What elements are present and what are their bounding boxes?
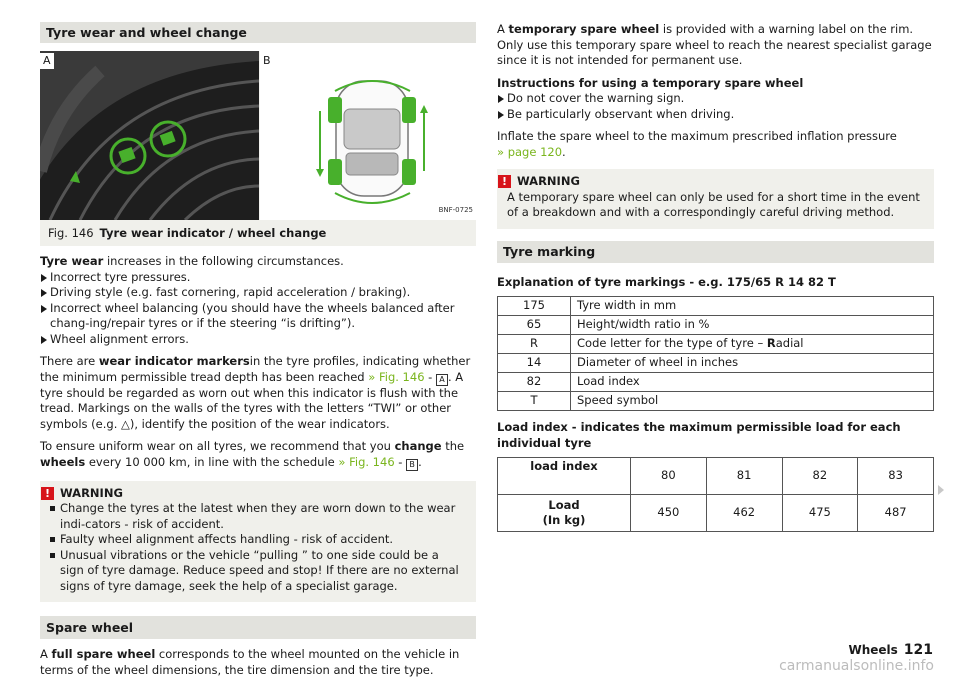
marking-description	[571, 316, 934, 335]
text: Tyre width in mm	[577, 298, 677, 313]
figure-code: BNF-0725	[438, 205, 473, 214]
figure-caption	[40, 220, 476, 246]
text: Speed symbol	[577, 393, 659, 408]
temporary-spare-term: temporary spare wheel	[508, 22, 660, 36]
wheels-term: wheels	[40, 454, 86, 469]
table-row	[498, 373, 934, 392]
load-kg-header	[498, 495, 631, 532]
table-row	[498, 458, 934, 495]
car-top-view-illustration	[260, 51, 476, 220]
figure-146	[40, 51, 476, 220]
list-item: Change the tyres at the latest when they are worn down to the wear indi-cators - risk of accident.	[50, 501, 466, 532]
marking-description	[571, 354, 934, 373]
table-row	[498, 316, 934, 335]
page-footer	[848, 643, 933, 659]
wear-indicator-paragraph	[40, 354, 476, 432]
list-item: Incorrect tyre pressures.	[40, 270, 476, 286]
figure-caption-text: Tyre wear indicator / wheel change	[99, 226, 327, 240]
text: -	[424, 369, 436, 384]
load-unit-label: (In kg)	[542, 513, 586, 527]
marking-code: 65	[498, 316, 571, 335]
marking-description	[571, 392, 934, 411]
page-120-link[interactable]: » page 120	[497, 144, 563, 159]
table-cell: 83	[858, 458, 934, 495]
marking-code: 82	[498, 373, 571, 392]
table-row	[498, 495, 934, 532]
list-item: Wheel alignment errors.	[40, 332, 476, 348]
load-index-title: Load index - indicates the maximum permissible load for each individual tyre	[497, 420, 901, 450]
tyre-marking-table	[497, 296, 934, 411]
text: .	[562, 144, 566, 159]
marking-code: 14	[498, 354, 571, 373]
warning-icon: !	[498, 175, 511, 188]
text: To ensure uniform wear on all tyres, we recommend that you	[40, 439, 395, 453]
watermark: carmanualsonline.info	[779, 658, 934, 674]
fig-146-link[interactable]: » Fig. 146	[368, 369, 425, 384]
warning-title	[497, 174, 924, 190]
text: adial	[775, 336, 804, 351]
explain-title: Explanation of tyre markings - e.g. 175/65 R 14 82 T	[497, 274, 836, 289]
text: -	[394, 454, 407, 469]
section-title-spare-wheel: Spare wheel	[40, 616, 476, 639]
temporary-spare-paragraph	[497, 22, 934, 69]
wear-indicator-term: wear indicator markers	[98, 354, 250, 368]
list-item: Driving style (e.g. fast cornering, rapid acceleration / braking).	[40, 285, 476, 301]
table-row	[498, 354, 934, 373]
figure-ref-b: B	[406, 459, 418, 471]
marking-code: T	[498, 392, 571, 411]
marking-description	[571, 373, 934, 392]
instructions-title: Instructions for using a temporary spare wheel	[497, 75, 804, 90]
tyre-wear-intro	[40, 254, 476, 270]
inflate-paragraph	[497, 129, 934, 160]
continue-arrow-icon	[938, 485, 944, 495]
text: Inflate the spare wheel to the maximum prescribed inflation pressure	[497, 129, 897, 143]
figure-ref-a: A	[436, 374, 448, 386]
table-cell: 462	[706, 495, 782, 532]
load-index-table	[497, 457, 934, 532]
list-item: Unusual vibrations or the vehicle “pulling ” to one side could be a sign of tyre damage. Reduce speed and stop! If there are no external signs of tyre damage, seek the help of a specialist garage.	[50, 548, 466, 595]
text: Height/width ratio in %	[577, 317, 710, 332]
text: in the tyre profiles, indicating whether the minimum permissible tread depth has been reached	[40, 354, 471, 384]
table-cell: 487	[858, 495, 934, 532]
tyre-tread-illustration	[40, 51, 259, 220]
load-index-header: load index	[498, 458, 631, 495]
full-spare-term: full spare wheel	[51, 647, 156, 661]
warning-box	[497, 169, 934, 229]
table-cell: 450	[631, 495, 707, 532]
tyre-wear-text: increases in the following circumstances.	[103, 254, 344, 268]
text: the	[441, 439, 465, 453]
marking-description	[571, 335, 934, 354]
section-title-tyre-wear: Tyre wear and wheel change	[40, 22, 476, 43]
figure-label-b: B	[260, 53, 274, 69]
text: .	[418, 454, 422, 469]
change-term: change	[394, 439, 442, 453]
text: . A tyre should be regarded as worn out when this indicator is flush with the tread. Markings on the walls of the tyres with the letters “TWI” or other symbols (e.g. △), identify the position of the wear indicators.	[40, 369, 464, 431]
spare-wheel-paragraph	[40, 647, 476, 678]
warning-title-text: WARNING	[60, 485, 123, 500]
table-row	[498, 335, 934, 354]
table-cell: 81	[706, 458, 782, 495]
bold-letter: R	[766, 336, 776, 351]
warning-box	[40, 481, 476, 603]
figure-label-a: A	[40, 53, 54, 69]
figure-number: Fig. 146	[48, 226, 94, 240]
list-item: Incorrect wheel balancing (you should have the wheels balanced after chang-ing/repair tyres or if the steering “is drifting”).	[40, 301, 476, 332]
table-row	[498, 297, 934, 316]
tyre-wear-lead: Tyre wear	[40, 254, 104, 268]
section-title-tyre-marking: Tyre marking	[497, 241, 934, 263]
figure-tyre-tread-image	[40, 51, 259, 220]
text: A	[40, 647, 52, 661]
text: Load index	[577, 374, 640, 389]
page-number: 121	[903, 642, 933, 658]
table-row	[498, 392, 934, 411]
warning-icon: !	[41, 487, 54, 500]
text: A	[497, 22, 509, 36]
warning-title-text: WARNING	[517, 174, 580, 188]
table-cell: 82	[782, 458, 858, 495]
list-item: Do not cover the warning sign.	[497, 91, 934, 107]
right-column	[497, 22, 934, 532]
text: There are	[40, 354, 99, 368]
text: is provided with a warning label on the rim. Only use this temporary spare wheel to reach the nearest specialist garage since it is not intended for permanent use.	[497, 22, 932, 67]
text: corresponds to the wheel mounted on the vehicle in terms of the wheel dimensions, the tire dimension and the tire type.	[40, 647, 460, 677]
marking-code: 175	[498, 297, 571, 316]
warning-text: A temporary spare wheel can only be used for a short time in the event of a breakdown and with a correspondingly careful driving method.	[507, 189, 920, 219]
table-cell: 80	[631, 458, 707, 495]
warning-title	[40, 486, 466, 502]
figure-wheel-rotation-image	[260, 51, 476, 220]
footer-section: Wheels	[848, 643, 898, 657]
wheel-change-paragraph	[40, 439, 476, 471]
text: Diameter of wheel in inches	[577, 355, 739, 370]
text: Code letter for the type of tyre –	[577, 336, 767, 351]
fig-146-link[interactable]: » Fig. 146	[338, 454, 395, 469]
left-column	[40, 22, 476, 678]
marking-description	[571, 297, 934, 316]
marking-code: R	[498, 335, 571, 354]
list-item: Be particularly observant when driving.	[497, 107, 934, 123]
list-item: Faulty wheel alignment affects handling - risk of accident.	[50, 532, 466, 548]
load-label: Load	[548, 497, 580, 512]
text: every 10 000 km, in line with the schedule	[85, 454, 339, 469]
table-cell: 475	[782, 495, 858, 532]
